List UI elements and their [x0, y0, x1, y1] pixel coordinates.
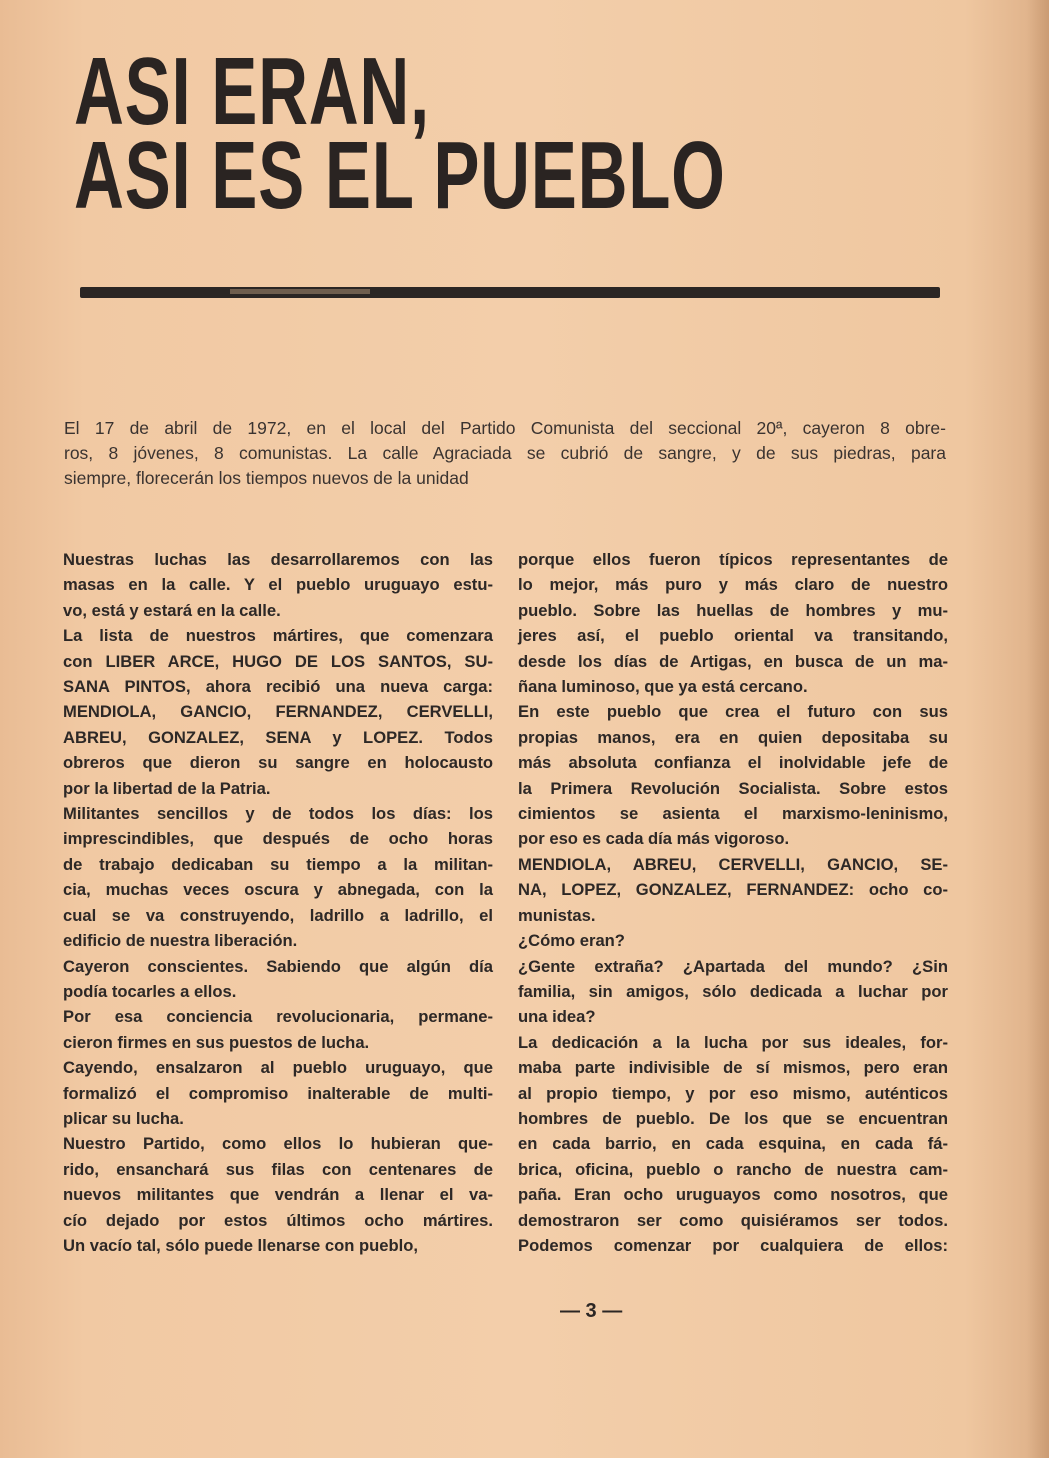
text-line: siempre, florecerán los tiempos nuevos de la unidad [64, 468, 469, 488]
text-line: cual se va construyendo, ladrillo a ladrillo, el [63, 905, 493, 925]
text-line: masas en la calle. Y el pueblo uruguayo estu- [63, 575, 493, 595]
text-line: Cayeron conscientes. Sabiendo que algún día [63, 956, 493, 976]
text-line: demostraron ser como quisiéramos ser todos. [518, 1210, 948, 1230]
text-line: imprescindibles, que después de ocho horas [63, 829, 493, 849]
text-line: desde los días de Artigas, en busca de un ma- [518, 651, 948, 671]
text-line: por eso es cada día más vigoroso. [518, 829, 790, 849]
text-line: cimientos se asienta el marxismo-leninismo, [518, 804, 948, 824]
text-line: Podemos comenzar por cualquiera de ellos: [518, 1235, 948, 1255]
page-number: — 3 — [560, 1300, 623, 1322]
page-edge-shadow [1027, 0, 1049, 1458]
text-line: ¿Cómo eran? [518, 931, 625, 951]
text-line: cieron firmes en sus puestos de lucha. [63, 1032, 370, 1052]
text-line: una idea? [518, 1007, 596, 1027]
text-line: cío dejado por estos últimos ocho mártires. [63, 1210, 493, 1230]
text-line: ¿Gente extraña? ¿Apartada del mundo? ¿Sin [518, 956, 948, 976]
intro-paragraph [64, 416, 946, 491]
text-line: Nuestras luchas las desarrollaremos con las [63, 550, 493, 569]
text-line: por la libertad de la Patria. [63, 778, 271, 798]
headline-line-1: ASI ERAN, [74, 38, 430, 145]
text-line: jeres así, el pueblo oriental va transitando, [518, 626, 948, 646]
text-line: MENDIOLA, ABREU, CERVELLI, GANCIO, SE- [518, 854, 948, 874]
text-line: en cada barrio, en cada esquina, en cada fá- [518, 1134, 948, 1154]
headline-line-2: ASI ES EL PUEBLO [74, 122, 726, 229]
text-line: ñana luminoso, que ya está cercano. [518, 677, 808, 697]
text-line: obreros que dieron su sangre en holocausto [63, 753, 493, 773]
text-line: En este pueblo que crea el futuro con sus [518, 702, 948, 722]
text-line: Un vacío tal, sólo puede llenarse con pueblo, [63, 1235, 418, 1255]
text-column-left [63, 547, 493, 1258]
text-line: ABREU, GONZALEZ, SENA y LOPEZ. Todos [63, 727, 493, 747]
text-line: NA, LOPEZ, GONZALEZ, FERNANDEZ: ocho co- [518, 880, 948, 900]
text-line: lo mejor, más puro y más claro de nuestro [518, 575, 948, 595]
headline-rule [80, 287, 940, 298]
text-line: Militantes sencillos y de todos los días: los [63, 804, 493, 824]
text-line: Nuestro Partido, como ellos lo hubieran que- [63, 1134, 493, 1154]
text-line: cia, muchas veces oscura y abnegada, con la [63, 880, 493, 900]
text-line: pueblo. Sobre las huellas de hombres y mu- [518, 600, 948, 620]
text-line: la Primera Revolución Socialista. Sobre estos [518, 778, 948, 798]
text-line: El 17 de abril de 1972, en el local del Partido Comunista del seccional 20ª, cayeron 8 obre- [64, 418, 946, 438]
text-line: munistas. [518, 905, 596, 925]
text-line: La lista de nuestros mártires, que comenzara [63, 626, 493, 646]
text-line: más absoluta confianza el inolvidable jefe de [518, 753, 948, 773]
text-line: con LIBER ARCE, HUGO DE LOS SANTOS, SU- [63, 651, 493, 671]
text-line: propias manos, era en quien depositaba su [518, 727, 948, 747]
text-line: rido, ensanchará sus filas con centenares de [63, 1159, 493, 1179]
text-line: plicar su lucha. [63, 1108, 184, 1128]
text-line: brica, oficina, pueblo o rancho de nuestra cam- [518, 1159, 948, 1179]
text-line: podía tocarles a ellos. [63, 981, 237, 1001]
text-line: edificio de nuestra liberación. [63, 931, 298, 951]
text-column-right [518, 547, 948, 1258]
text-line: MENDIOLA, GANCIO, FERNANDEZ, CERVELLI, [63, 702, 493, 722]
text-line: de trabajo dedicaban su tiempo a la militan- [63, 854, 493, 874]
text-line: formalizó el compromiso inalterable de multi- [63, 1083, 493, 1103]
text-line: hombres de pueblo. De los que se encuentran [518, 1108, 948, 1128]
text-line: La dedicación a la lucha por sus ideales, for- [518, 1032, 948, 1052]
text-line: paña. Eran ocho uruguayos como nosotros, que [518, 1185, 948, 1205]
text-line: Por esa conciencia revolucionaria, permane- [63, 1007, 493, 1027]
text-line: Cayendo, ensalzaron al pueblo uruguayo, que [63, 1058, 493, 1078]
text-line: familia, sin amigos, sólo dedicada a luchar por [518, 981, 948, 1001]
text-line: vo, está y estará en la calle. [63, 600, 281, 620]
text-line: nuevos militantes que vendrán a llenar el va- [63, 1185, 493, 1205]
text-line: maba parte indivisible de sí mismos, pero eran [518, 1058, 948, 1078]
text-line: al propio tiempo, y por eso mismo, auténticos [518, 1083, 948, 1103]
text-line: porque ellos fueron típicos representantes de [518, 550, 948, 569]
text-line: SANA PINTOS, ahora recibió una nueva carga: [63, 677, 493, 697]
text-line: ros, 8 jóvenes, 8 comunistas. La calle Agraciada se cubrió de sangre, y de sus piedras, para [64, 443, 946, 463]
